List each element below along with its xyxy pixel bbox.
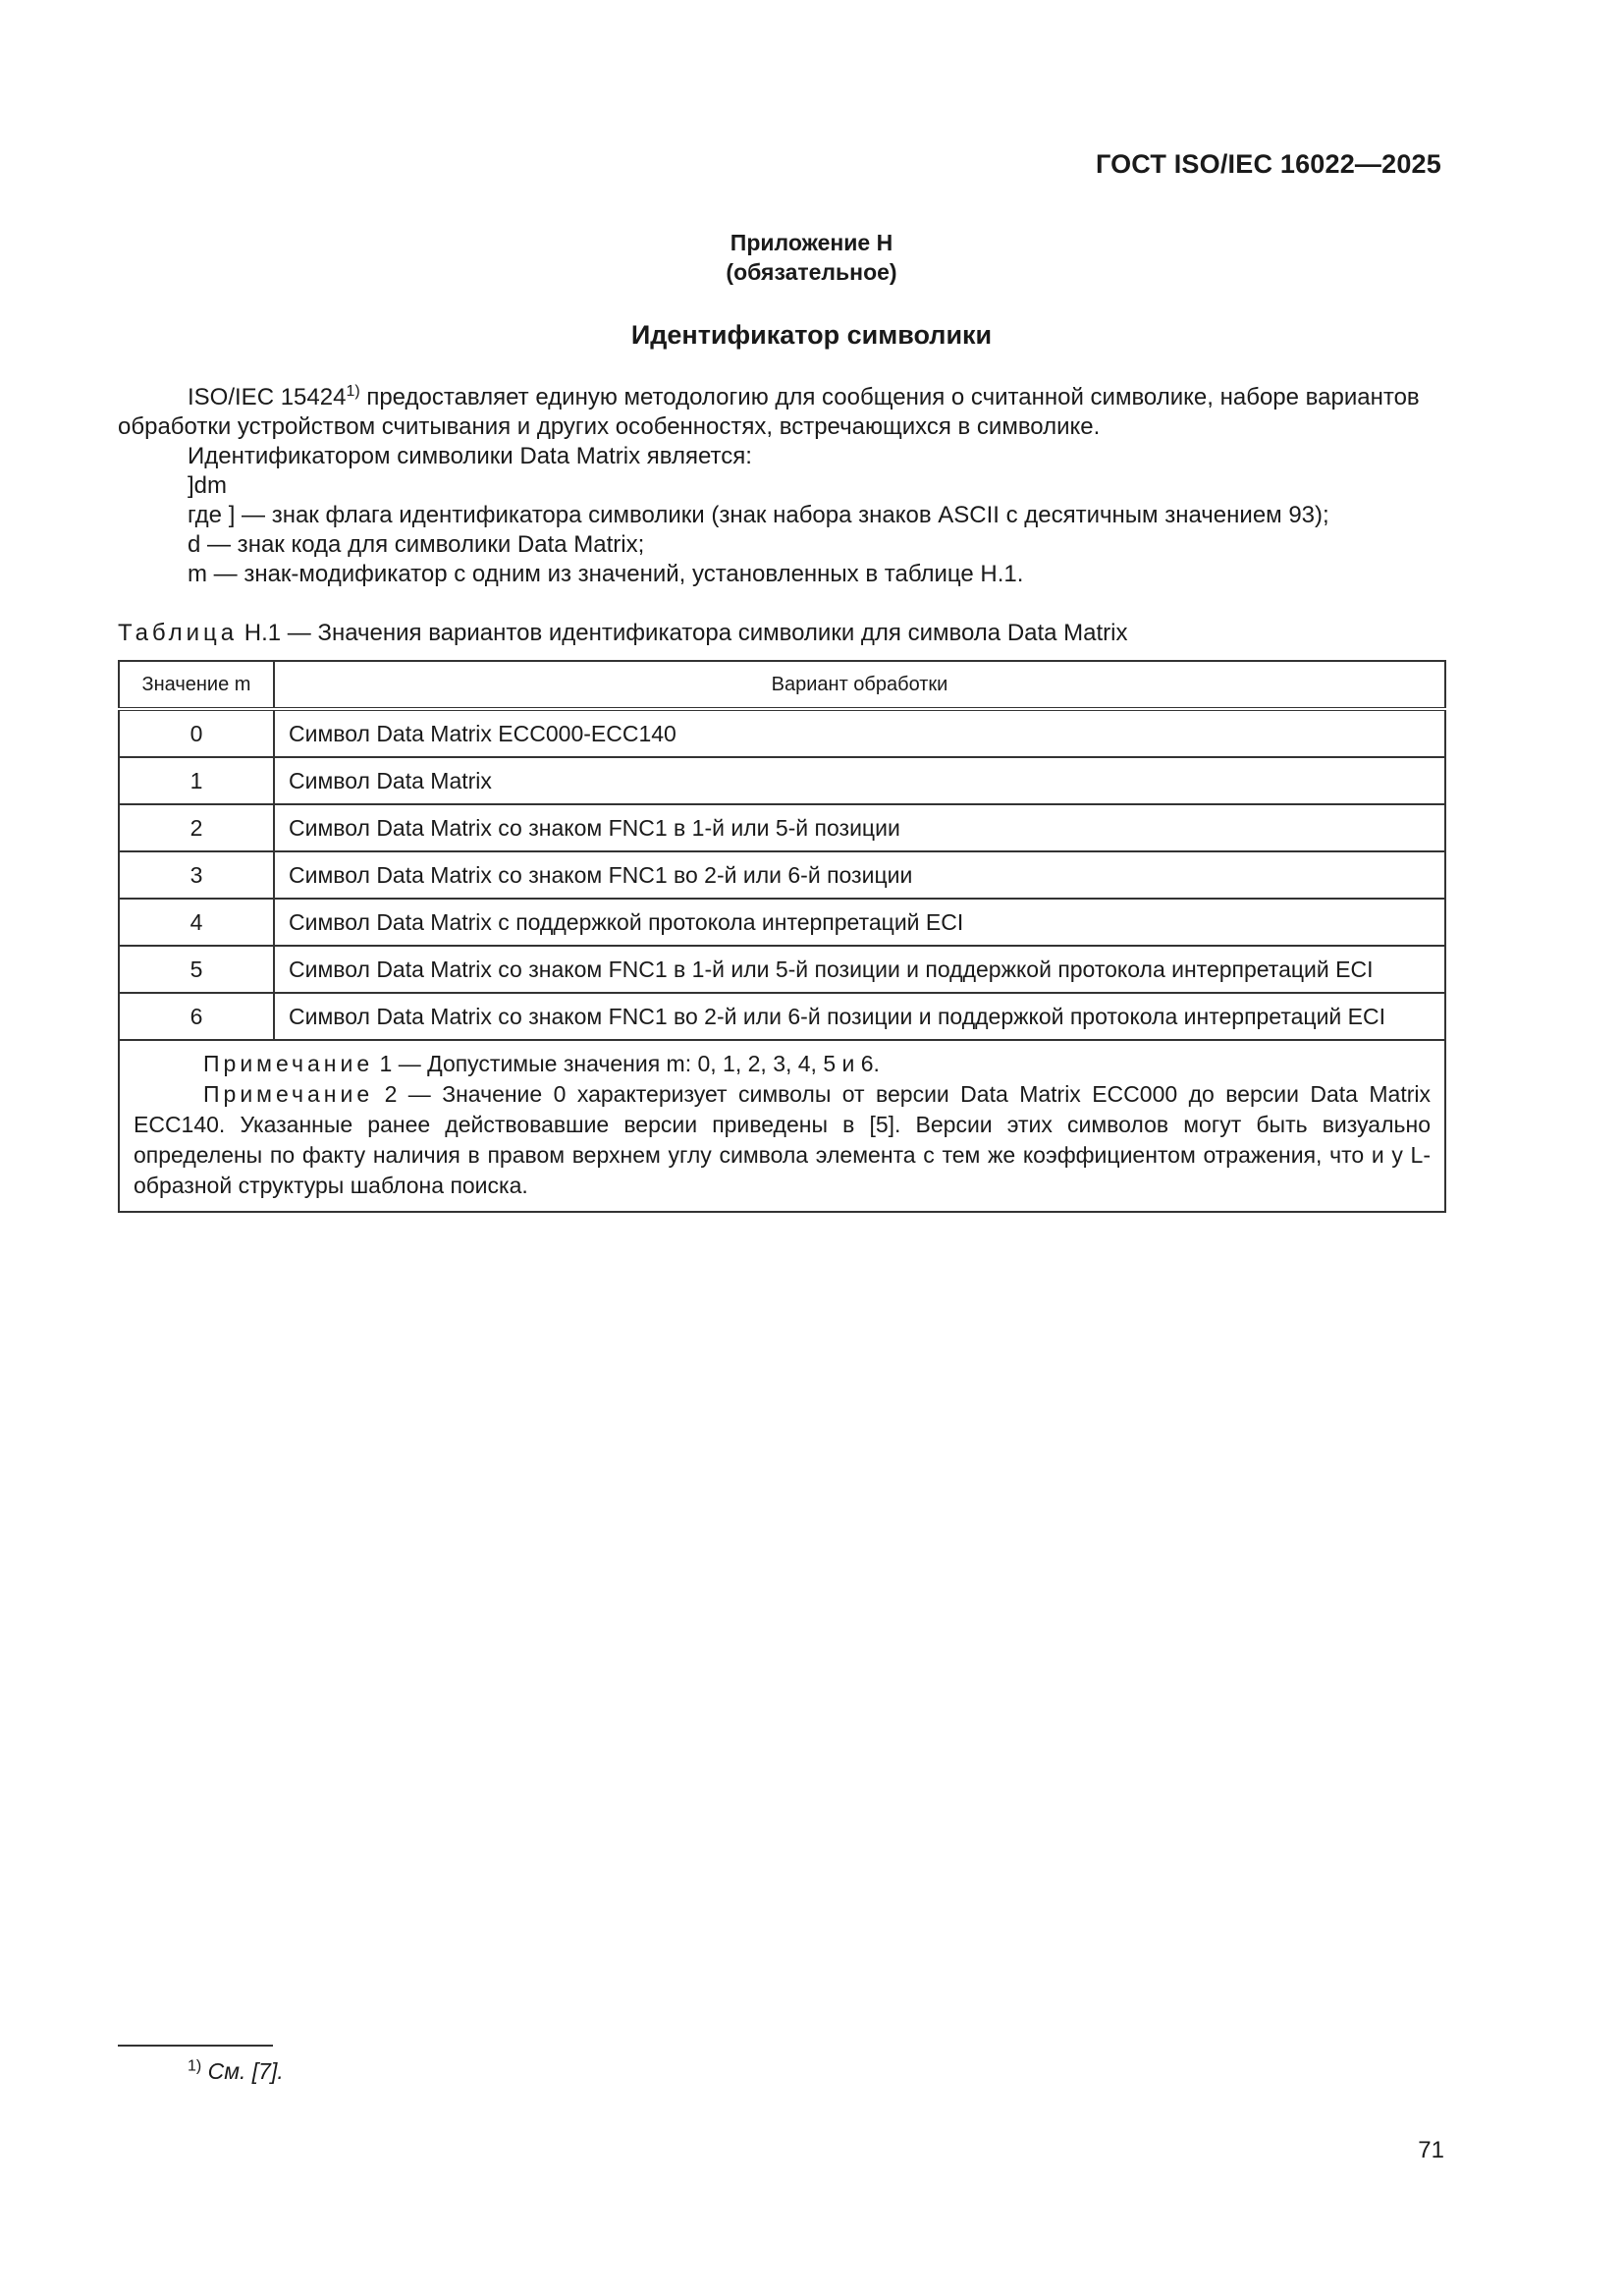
table-cell-value: 6: [119, 993, 274, 1040]
table-cell-value: 3: [119, 851, 274, 899]
note-text: 2 — Значение 0 характеризует символы от версии Data Matrix ECC000 до версии Data Matrix ECC140. Указанные ранее действовавшие версии приведены в [5]. Версии этих символов могут быть визуально определены по факту наличия в правом верхнем углу символа элемента с тем же коэффициентом отражения, что и у L-образной структуры шаблона поиска.: [134, 1081, 1431, 1198]
symbology-table: [118, 660, 1446, 1213]
table-note: [134, 1049, 1431, 1079]
table-cell-option: Символ Data Matrix ECC000-ECC140: [274, 709, 1445, 757]
table-cell-value: 2: [119, 804, 274, 851]
table-row: [119, 804, 1445, 851]
intro-text-body: предоставляет единую методологию для сообщения о считанной символике, наборе вариантов обработки устройством считывания и других особенностях, встречающихся в символике.: [118, 384, 1420, 440]
standard-designation: ГОСТ ISO/IEC 16022—2025: [1095, 149, 1441, 179]
intro-line: Идентификатором символики Data Matrix является:: [188, 443, 752, 469]
table-row: [119, 946, 1445, 993]
table-cell-option: Символ Data Matrix с поддержкой протокола интерпретаций ECI: [274, 899, 1445, 946]
note-text: 1 — Допустимые значения m: 0, 1, 2, 3, 4, 5 и 6.: [373, 1051, 880, 1076]
table-row: [119, 993, 1445, 1040]
intro-line: d — знак кода для символики Data Matrix;: [188, 531, 645, 558]
table-note: [134, 1079, 1431, 1201]
intro-ref: ISO/IEC 15424: [188, 384, 347, 410]
table-header-cell: Значение m: [119, 661, 274, 709]
table-cell-value: 4: [119, 899, 274, 946]
footnote-mark: 1): [188, 2057, 202, 2075]
table-caption: [118, 620, 1128, 647]
footnote: [188, 2058, 284, 2085]
table-cell-option: Символ Data Matrix: [274, 757, 1445, 804]
intro-line: где ] — знак флага идентификатора символики (знак набора знаков ASCII с десятичным значением 93);: [188, 502, 1329, 528]
table-cell-value: 0: [119, 709, 274, 757]
appendix-label: Приложение Н: [730, 230, 893, 255]
table-row: [119, 851, 1445, 899]
table-caption-label: Таблица: [118, 620, 239, 646]
note-label: Примечание: [203, 1051, 374, 1076]
table-cell-option: Символ Data Matrix со знаком FNC1 в 1-й или 5-й позиции: [274, 804, 1445, 851]
table-header-row: [119, 661, 1445, 709]
table-cell-option: Символ Data Matrix со знаком FNC1 в 1-й или 5-й позиции и поддержкой протокола интерпретаций ECI: [274, 946, 1445, 993]
table-notes: [119, 1040, 1445, 1212]
page-number: 71: [1418, 2137, 1444, 2163]
table-cell-option: Символ Data Matrix со знаком FNC1 во 2-й или 6-й позиции: [274, 851, 1445, 899]
table-notes-row: [119, 1040, 1445, 1212]
identifier-format: ]dm: [188, 472, 228, 499]
appendix-status: (обязательное): [726, 259, 897, 285]
table-cell-value: 5: [119, 946, 274, 993]
appendix-heading: [0, 228, 1623, 287]
table-caption-text: Н.1 — Значения вариантов идентификатора символики для символа Data Matrix: [238, 620, 1128, 646]
section-title: Идентификатор символики: [630, 320, 993, 350]
intro-text: [118, 383, 1446, 589]
table-cell-option: Символ Data Matrix со знаком FNC1 во 2-й или 6-й позиции и поддержкой протокола интерпретаций ECI: [274, 993, 1445, 1040]
table-row: [119, 709, 1445, 757]
intro-paragraph: [118, 383, 1446, 442]
table-row: [119, 899, 1445, 946]
intro-line: m — знак-модификатор с одним из значений, установленных в таблице Н.1.: [188, 561, 1024, 587]
table-header-cell: Вариант обработки: [274, 661, 1445, 709]
table-row: [119, 757, 1445, 804]
note-label: Примечание: [203, 1081, 374, 1107]
footnote-text: См. [7].: [207, 2058, 284, 2084]
footnote-reference: 1): [346, 383, 360, 400]
footnote-divider: [118, 2045, 273, 2047]
table-cell-value: 1: [119, 757, 274, 804]
